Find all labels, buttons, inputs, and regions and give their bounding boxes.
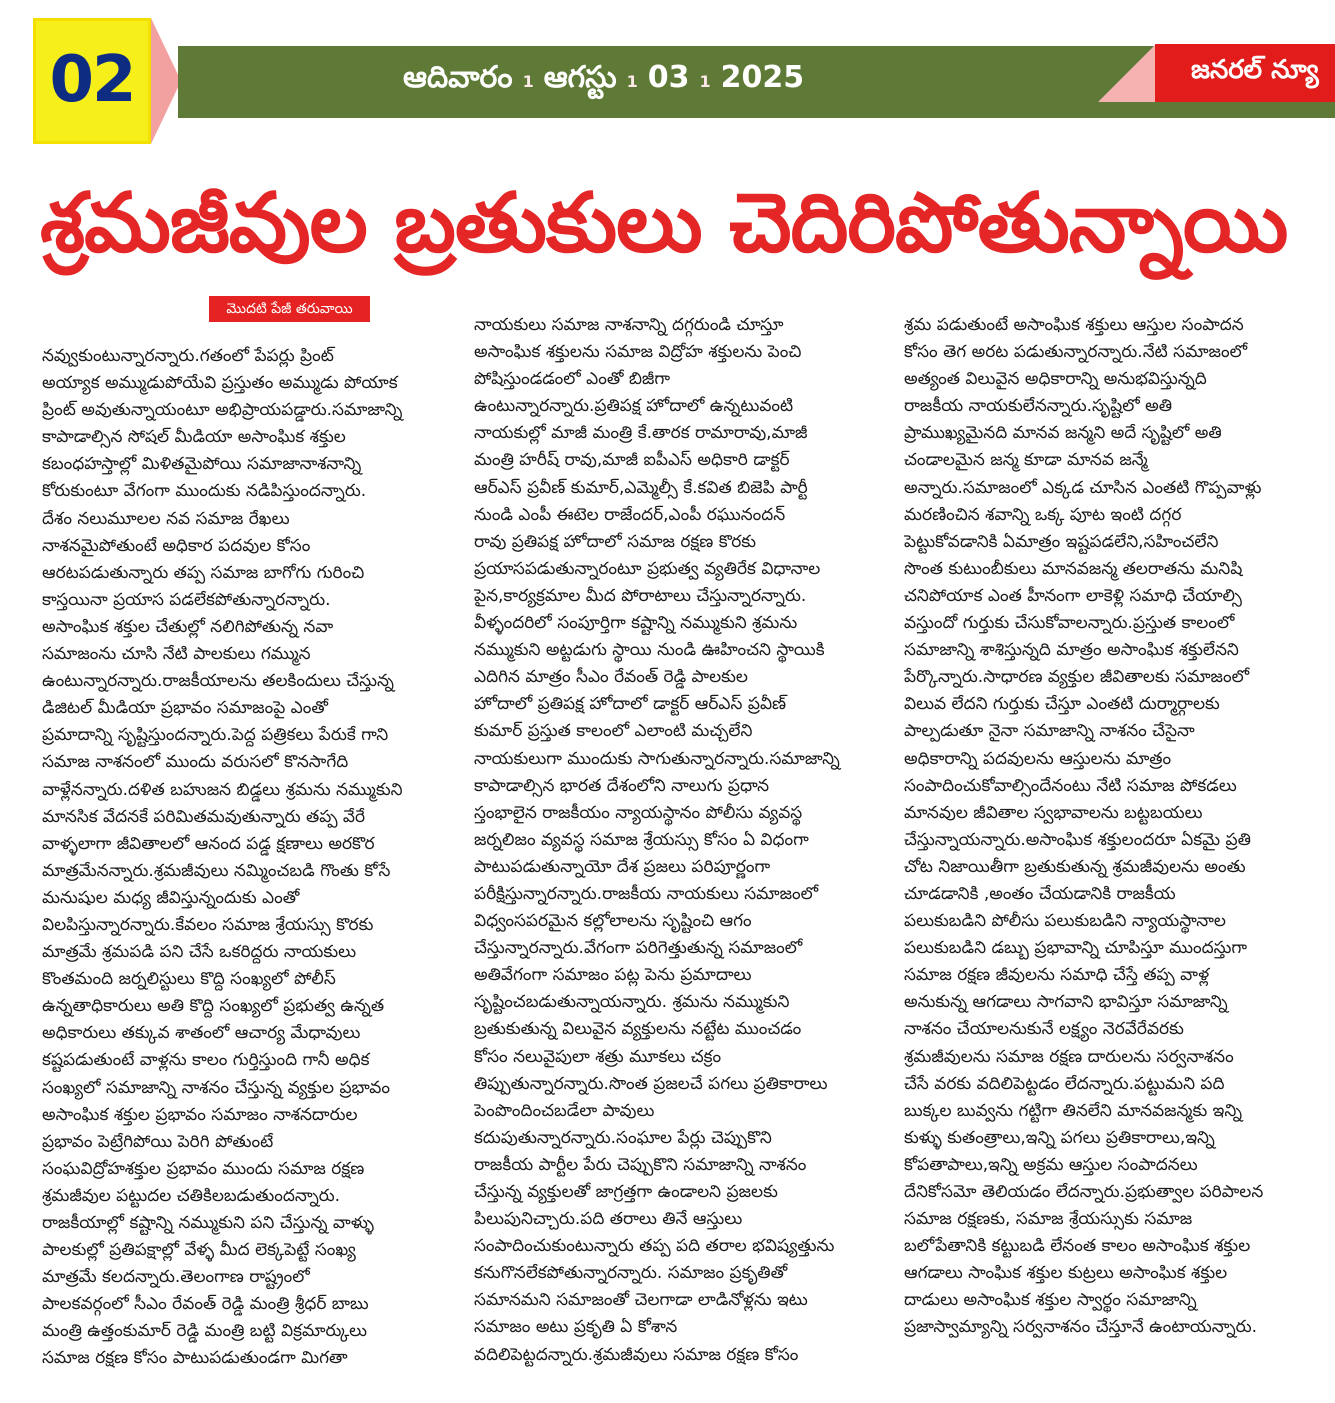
article-line: సమాజ నాశనంలో ముందు వరుసలో కొనసాగేది	[42, 752, 349, 773]
article-line: సమాజ రక్షణకు, సమాజ శ్రేయస్సుకు సమాజ	[904, 1209, 1193, 1230]
article-line: సంపాదించుకోవాల్సిందేనంటు నేటి సమాజ పోకడలు	[904, 775, 1237, 796]
date-separator: 1	[522, 72, 534, 91]
article-line: పాల్పడుతూ నైనా సమాజాన్ని నాశనం చేసైనా	[904, 721, 1195, 742]
article-line: సమాజంను చూసి నేటి పాలకులు గమ్మున	[42, 644, 311, 665]
article-line: సంపాదించుకుంటున్నారు తప్ప పది తరాల భవిష్యత్తును	[474, 1236, 835, 1257]
article-line: ప్రింట్ అవుతున్నాయంటూ అభిప్రాయపడ్డారు.సమాజాన్ని	[42, 400, 403, 421]
article-line: మాత్రమే శ్రమపడి పని చేసే ఒకరిద్దరు నాయకులు	[42, 942, 357, 963]
article-line: దాడులు అసాంఘిక శక్తుల స్వార్థం సమాజాన్ని	[904, 1290, 1197, 1311]
article-line: కుళ్ళు కుతంత్రాలు,ఇన్ని పగలు ప్రతికారాలు,ఇన్ని	[904, 1127, 1215, 1148]
article-line: తిప్పుతున్నారన్నారు.సొంత ప్రజలచే పగలు ప్రతికారాలు	[474, 1073, 828, 1094]
article-line: సమాజ రక్షణ కోసం పాటుపడుతుండగా మిగతా	[42, 1348, 348, 1369]
article-line: ఎదిగిన మాత్రం సీఎం రేవంత్ రెడ్డి పాలకుల	[474, 667, 748, 688]
article-line: పరీక్షిస్తున్నారన్నారు.రాజకీయ నాయకులు సమాజంలో	[474, 883, 819, 904]
article-line: ఆరటపడుతున్నారు తప్ప సమాజ బాగోగు గురించి	[42, 562, 365, 583]
article-line: వదిలిపెట్టదన్నారు.శ్రమజీవులు సమాజ రక్షణ కోసం	[474, 1344, 799, 1365]
article-line: నాయకుల్లో మాజీ మంత్రి కే.తారక రామారావు,మాజీ	[474, 423, 808, 444]
article-line: రాజకీయాల్లో కష్టాన్ని నమ్ముకుని పని చేస్తున్న వాళ్ళు	[42, 1213, 374, 1233]
article-line: కాపాడాల్సిన భారత దేశంలోని నాలుగు ప్రధాన	[474, 775, 770, 796]
article-line: కాపాడాల్సిన సోషల్ మీడియా అసాంఘిక శక్తుల	[42, 427, 346, 448]
article-line: దేనికోసమో తెలియడం లేదన్నారు.ప్రభుత్వాల పరిపాలన	[904, 1182, 1264, 1202]
article-line: కోపతాపాలు,ఇన్ని అక్రమ ఆస్తుల సంపాదనలు	[904, 1154, 1198, 1175]
edition-date	[403, 60, 804, 102]
article-line: వాళ్లేనన్నారు.దళిత బహుజన బిడ్డలు శ్రమను నమ్ముకుని	[42, 779, 403, 800]
article-line: పోషిస్తుండడంలో ఎంతో బిజీగా	[474, 369, 671, 390]
article-line: చండాలమైన జన్మ కూడా మానవ జన్మే	[904, 450, 1148, 471]
article-line: వాళ్ళలాగా జీవితాలలో ఆనంద పడ్డ క్షణాలు అరకొర	[42, 833, 375, 854]
article-line: శ్రమ పడుతుంటే అసాంఘిక శక్తులు ఆస్తుల సంపాదన	[904, 315, 1244, 335]
date-day: ఆదివారం	[403, 60, 513, 95]
article-line: ప్రయాసపడుతున్నారంటూ ప్రభుత్వ వ్యతిరేక విధానాల	[474, 558, 821, 579]
article-line: ఉంటున్నారన్నారు.రాజకీయాలను తలకిందులు చేస్తున్న	[42, 671, 394, 692]
article-line: మరణించిన శవాన్ని ఒక్క పూట ఇంటి దగ్గర	[904, 504, 1182, 525]
article-line: నాయకులుగా ముందుకు సాగుతున్నారన్నారు.సమాజాన్ని	[474, 748, 840, 769]
article-line: పలుకుబడిని పోలీసు పలుకుబడిని న్యాయస్థానాల	[904, 911, 1226, 932]
section-tab-accent	[1098, 44, 1156, 102]
article-line: పేర్కొన్నారు.సాధారణ వ్యక్తుల జీవితాలకు సమాజంలో	[904, 667, 1250, 688]
article-line: కష్టపడుతుంటే వాళ్లను కాలం గుర్తిస్తుంది గానీ అధిక	[42, 1050, 370, 1071]
article-line: కోసం నలువైపులా శత్రు మూకలు చక్రం	[474, 1046, 722, 1067]
section-label: జనరల్ న్యూ	[1191, 55, 1319, 85]
article-line: అయ్యాక అమ్ముడుపోయేవి ప్రస్తుతం అమ్ముడు పోయాక	[42, 373, 398, 394]
article-line: నమ్ముకుని అట్టడుగు స్థాయి నుండి ఊహించని స్థాయికి	[474, 640, 825, 661]
article-line: పిలుపునిచ్చారు.పది తరాలు తినే ఆస్తులు	[474, 1209, 743, 1230]
article-line: నాశనం చేయాలనుకునే లక్ష్యం నెరవేరేవరకు	[904, 1019, 1184, 1040]
article-line: రావు ప్రతిపక్ష హోదాలో సమాజ రక్షణ కొరకు	[474, 531, 757, 552]
article-line: శ్రమజీవులను సమాజ రక్షణ దారులను సర్వనాశనం	[904, 1046, 1234, 1067]
article-line: పాలకవర్గంలో సీఎం రేవంత్ రెడ్డి మంత్రి శ్రీధర్ బాబు	[42, 1294, 369, 1315]
article-line: ఉంటున్నారన్నారు.ప్రతిపక్ష హోదాలో ఉన్నటువంటి	[474, 396, 794, 417]
article-line: సమానమని సమాజంతో చెలగాడా లాడినోళ్లను ఇటు	[474, 1290, 808, 1311]
article-line: నవ్వుకుంటున్నారన్నారు.గతంలో పేపర్లు ప్రింట్	[42, 346, 334, 366]
article-line: అతివేగంగా సమాజం పట్ల పెను ప్రమాదాలు	[474, 965, 752, 986]
date-number: 03	[647, 60, 690, 95]
article-line: బలోపేతానికి కట్టుబడి లేనంత కాలం అసాంఘిక శక్తుల	[904, 1236, 1251, 1257]
page-number-accent	[151, 18, 181, 144]
article-line: ప్రజాస్వామ్యాన్ని సర్వనాశనం చేస్తూనే ఉంటాయన్నారు.	[904, 1317, 1258, 1338]
article-line: పెట్టుకోవడానికి ఏమాత్రం ఇష్టపడలేని,సహించలేని	[904, 531, 1219, 552]
article-line: చేసే వరకు వదిలిపెట్టడం లేదన్నారు.పట్టుమని పది	[904, 1073, 1225, 1094]
article-line: మాత్రమేనన్నారు.శ్రమజీవులు నమ్మించబడి గొంతు కోసే	[42, 860, 391, 881]
article-line: చనిపోయాక ఎంత హీనంగా లాకెళ్లి సమాధి చేయాల్సి	[904, 585, 1242, 606]
date-separator: 1	[626, 72, 638, 91]
article-line: అసాంఘిక శక్తులను సమాజ విద్రోహ శక్తులను పెంచి	[474, 342, 802, 363]
article-line: ప్రభావం పెట్రేగిపోయి పెరిగి పోతుంటే	[42, 1131, 274, 1152]
article-line: చూడడానికి ,అంతం చేయడానికి రాజకీయ	[904, 883, 1176, 904]
page-number-box	[33, 18, 151, 144]
article-line: కోసం తెగ అరట పడుతున్నారన్నారు.నేటి సమాజంలో	[904, 342, 1248, 363]
date-separator: 1	[699, 72, 711, 91]
article-line: ఉన్నతాధికారులు అతి కొద్ది సంఖ్యలో ప్రభుత్వ ఉన్నత	[42, 996, 385, 1017]
article-line: ప్రమాదాన్ని సృష్టిస్తుందన్నారు.పెద్ద పత్రికలు పేరుకే గాని	[42, 725, 389, 746]
article-line: సొంత కుటుంబీకులు మానవజన్మ తలరాతను మనిషి	[904, 558, 1243, 579]
article-line: అసాంఘిక శక్తుల ప్రభావం సమాజం నాశనదారుల	[42, 1104, 358, 1125]
article-line: సమాజాన్ని శాశిస్తున్నది మాత్రం అసాంఘిక శక్తులేనని	[904, 640, 1239, 661]
article-line: ఆగడాలు సాంఘిక శక్తుల కుట్రలు అసాంఘిక శక్తుల	[904, 1263, 1228, 1284]
article-line: అత్యంత విలువైన అధికారాన్ని అనుభవిస్తున్నది	[904, 369, 1207, 390]
article-line: అసాంఘిక శక్తుల చేతుల్లో నలిగిపోతున్న నవా	[42, 616, 334, 637]
article-line: మానవుల జీవితాల స్వభావాలను బట్టబయలు	[904, 802, 1203, 823]
article-line: పలుకుబడిని డబ్బు ప్రభావాన్ని చూపిస్తూ ముందస్తుగా	[904, 938, 1248, 959]
article-line: విధ్వంసపరమైన కల్లోలాలను సృష్టించి ఆగం	[474, 911, 752, 932]
article-line: విలపిస్తున్నారన్నారు.కేవలం సమాజ శ్రేయస్సు కొరకు	[42, 914, 374, 935]
article-line: సృష్టించబడుతున్నాయన్నారు. శ్రమను నమ్ముకుని	[474, 992, 790, 1013]
article-line: పెంపొందించబడేలా పావులు	[474, 1100, 655, 1121]
article-line: మంత్రి ఉత్తంకుమార్ రెడ్డి మంత్రి బట్టి విక్రమార్కులు	[42, 1321, 368, 1342]
article-line: వస్తుందో గుర్తుకు చేసుకోవాలన్నారు.ప్రస్తుత కాలంలో	[904, 613, 1235, 634]
date-month: ఆగస్టు	[543, 60, 617, 95]
continuation-tag: మొదటి పేజీ తరువాయి	[209, 296, 370, 322]
article-line: కొంతమంది జర్నలిస్టులు కొద్ది సంఖ్యలో పోలీస్	[42, 969, 336, 990]
article-line: కోరుకుంటూ వేగంగా ముందుకు నడిపిస్తుందన్నారు.	[42, 481, 367, 502]
article-line: డిజిటల్ మీడియా ప్రభావం సమాజంపై ఎంతో	[42, 698, 328, 719]
article-line: కనుగొనలేకపోతున్నారన్నారు. సమాజం ప్రకృతితో	[474, 1263, 788, 1284]
article-line: కాస్తయినా ప్రయాస పడలేకపోతున్నారన్నారు.	[42, 589, 331, 610]
article-line: అన్నారు.సమాజంలో ఎక్కడ చూసిన ఎంతటి గొప్పవాళ్లు	[904, 477, 1262, 498]
article-line: అనుకున్న ఆగడాలు సాగవాని భావిస్తూ సమాజాన్ని	[904, 992, 1228, 1013]
article-line: దేశం నలుమూలల నవ సమాజ రేఖలు	[42, 508, 290, 529]
article-line: కదుపుతున్నారన్నారు.సంఘాల పేర్లు చెప్పుకొని	[474, 1127, 772, 1148]
article-line: ఆర్ఎస్ ప్రవీణ్ కుమార్,ఎమ్మెల్సీ కే.కవిత బిజెపి పార్టీ	[474, 477, 808, 498]
date-year: 2025	[720, 60, 805, 95]
article-line: పాలకుల్లో ప్రతిపక్షాల్లో వేళ్ళ మీద లెక్కపెట్టే సంఖ్య	[42, 1240, 356, 1261]
article-line: చోట నిజాయితీగా బ్రతుకుతున్న శ్రమజీవులను అంతు	[904, 856, 1246, 877]
article-line: అధికారాన్ని పదవులను ఆస్తులను మాత్రం	[904, 748, 1172, 769]
article-line: హోదాలో ప్రతిపక్ష హోదాలో డాక్టర్ ఆర్ఎస్ ప్రవీణ్	[474, 694, 787, 715]
article-line: రాజకీయ పార్టీల పేరు చెప్పుకొని సమాజాన్ని నాశనం	[474, 1154, 807, 1175]
article-line: అధికారులు తక్కువ శాతంలో ఆచార్య మేధావులు	[42, 1023, 361, 1044]
article-column-1	[42, 343, 454, 1373]
article-line: చేస్తున్నాయన్నారు.అసాంఘిక శక్తులందరూ ఏకమై ప్రతి	[904, 829, 1251, 850]
article-line: మానసిక వేదనకే పరిమితమవుతున్నారు తప్ప వేరే	[42, 806, 366, 827]
article-line: పైన,కార్యక్రమాల మీద పోరాటాలు చేస్తున్నారన్నారు.	[474, 585, 807, 606]
article-line: మంత్రి హరీష్ రావు,మాజీ ఐపీఎస్ అధికారి డాక్టర్	[474, 450, 790, 471]
article-line: కుమార్ ప్రస్తుత కాలంలో ఎలాంటి మచ్చలేని	[474, 721, 753, 742]
article-line: సమాజం అటు ప్రకృతి ఏ కోశాన	[474, 1317, 678, 1338]
article-line: నాశనమైపోతుంటే అధికార పదవుల కోసం	[42, 535, 311, 556]
page-number: 02	[49, 43, 135, 117]
headline: శ్రమజీవుల బ్రతుకులు చెదిరిపోతున్నాయి	[40, 176, 1288, 271]
article-line: సమాజ రక్షణ జీవులను సమాధి చేస్తే తప్ప వాళ్ల	[904, 965, 1210, 986]
article-line: శ్రమజీవుల పట్టుదల చతికిలబడుతుందన్నారు.	[42, 1185, 341, 1206]
article-line: పాటుపడుతున్నాయో దేశ ప్రజలు పరిపూర్ణంగా	[474, 856, 771, 877]
article-line: ప్రాముఖ్యమైనది మానవ జన్మని అదే సృష్టిలో అతి	[904, 423, 1222, 444]
article-line: సంఘవిద్రోహశక్తుల ప్రభావం ముందు సమాజ రక్షణ	[42, 1158, 365, 1179]
article-line: నాయకులు సమాజ నాశనాన్ని దగ్గరుండి చూస్తూ	[474, 315, 784, 335]
article-line: కబంధహస్తాల్లో మిళితమైపోయి సమాజానాశనాన్ని	[42, 454, 362, 475]
article-line: మనుషుల మధ్య జీవిస్తున్నందుకు ఎంతో	[42, 887, 300, 908]
article-column-3	[904, 312, 1316, 1342]
article-line: బ్రతుకుతున్న విలువైన వ్యక్తులను నట్టేట ముంచడం	[474, 1019, 802, 1040]
article-column-2	[474, 312, 886, 1369]
article-line: వీళ్ళందరిలో సంపూర్తిగా కష్టాన్ని నమ్ముకుని శ్రమను	[474, 613, 798, 634]
article-line: రాజకీయ నాయకులేనన్నారు.సృష్టిలో అతి	[904, 396, 1172, 417]
article-line: చేస్తున్న వ్యక్తులతో జాగ్రత్తగా ఉండాలని ప్రజలకు	[474, 1182, 778, 1202]
article-line: విలువ లేదని గుర్తుకు చేస్తూ ఎంతటి దుర్మార్గాలకు	[904, 694, 1220, 715]
article-line: సంఖ్యలో సమాజాన్ని నాశనం చేస్తున్న వ్యక్తుల ప్రభావం	[42, 1077, 390, 1098]
article-line: మాత్రమే కలదన్నారు.తెలంగాణ రాష్ట్రంలో	[42, 1267, 310, 1288]
article-line: జర్నలిజం వ్యవస్థ సమాజ శ్రేయస్సు కోసం ఏ విధంగా	[474, 829, 809, 850]
section-tab	[1155, 44, 1335, 102]
article-line: నుండి ఎంపీ ఈటెల రాజేందర్,ఎంపీ రఘునందన్	[474, 504, 786, 525]
article-line: చేస్తున్నారన్నారు.వేగంగా పరిగెత్తుతున్న సమాజంలో	[474, 938, 803, 959]
article-line: బుక్కల బువ్వను గట్టిగా తినలేని మానవజన్మకు ఇన్ని	[904, 1100, 1243, 1121]
article-line: స్తంభాలైన రాజకీయం న్యాయస్థానం పోలీసు వ్యవస్థ	[474, 802, 803, 823]
